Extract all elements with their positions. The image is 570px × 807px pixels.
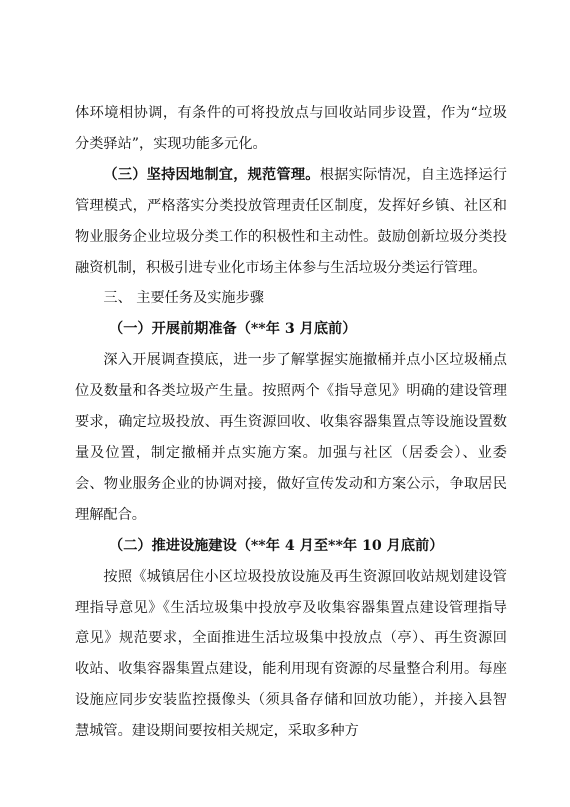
document-body [75, 98, 507, 747]
principle-3-text: 根据实际情况，自主选择运行管理模式，严格落实分类投放管理责任区制度，发挥好乡镇、社区和物业服务企业垃圾分类工作的积极性和主动性。鼓励创新垃圾分类投融资机制，积极引进专业化市场主体参与生活垃圾分类运行管理。 [75, 166, 507, 276]
section-3-heading: 三、 主要任务及实施步骤 [103, 290, 264, 307]
subsection-1-heading: （一）开展前期准备（**年 3 月底前） [109, 321, 357, 338]
subsection-2-heading: （二）推进设施建设（**年 4 月至**年 10 月底前） [109, 537, 444, 554]
principle-3-heading: （三）坚持因地制宜，规范管理。 [103, 166, 320, 183]
subsection-1-text: 深入开展调查摸底，进一步了解掌握实施撤桶并点小区垃圾桶点位及数量和各类垃圾产生量。按照两个《指导意见》明确的建设管理要求，确定垃圾投放、再生资源回收、收集容器集置点等设施设置数量及位置，制定撤桶并点实施方案。加强与社区（居委会）、业委会、物业服务企业的协调对接，做好宣传发动和方案公示，争取居民理解配合。 [75, 352, 507, 523]
subsection-2-text: 按照《城镇居住小区垃圾投放设施及再生资源回收站规划建设管理指导意见》《生活垃圾集中投放亭及收集容器集置点建设管理指导意见》规范要求，全面推进生活垃圾集中投放点（亭）、再生资源回收站、收集容器集置点建设，能利用现有资源的尽量整合利用。每座设施应同步安装监控摄像头（须具备存储和回放功能），并接入县智慧城管。建设期间要按相关规定，采取多种方 [75, 568, 507, 740]
paragraph-continuation: 体环境相协调，有条件的可将投放点与回收站同步设置，作为“垃圾分类驿站”，实现功能多元化。 [75, 105, 507, 152]
paragraph-principle-3 [75, 160, 507, 284]
